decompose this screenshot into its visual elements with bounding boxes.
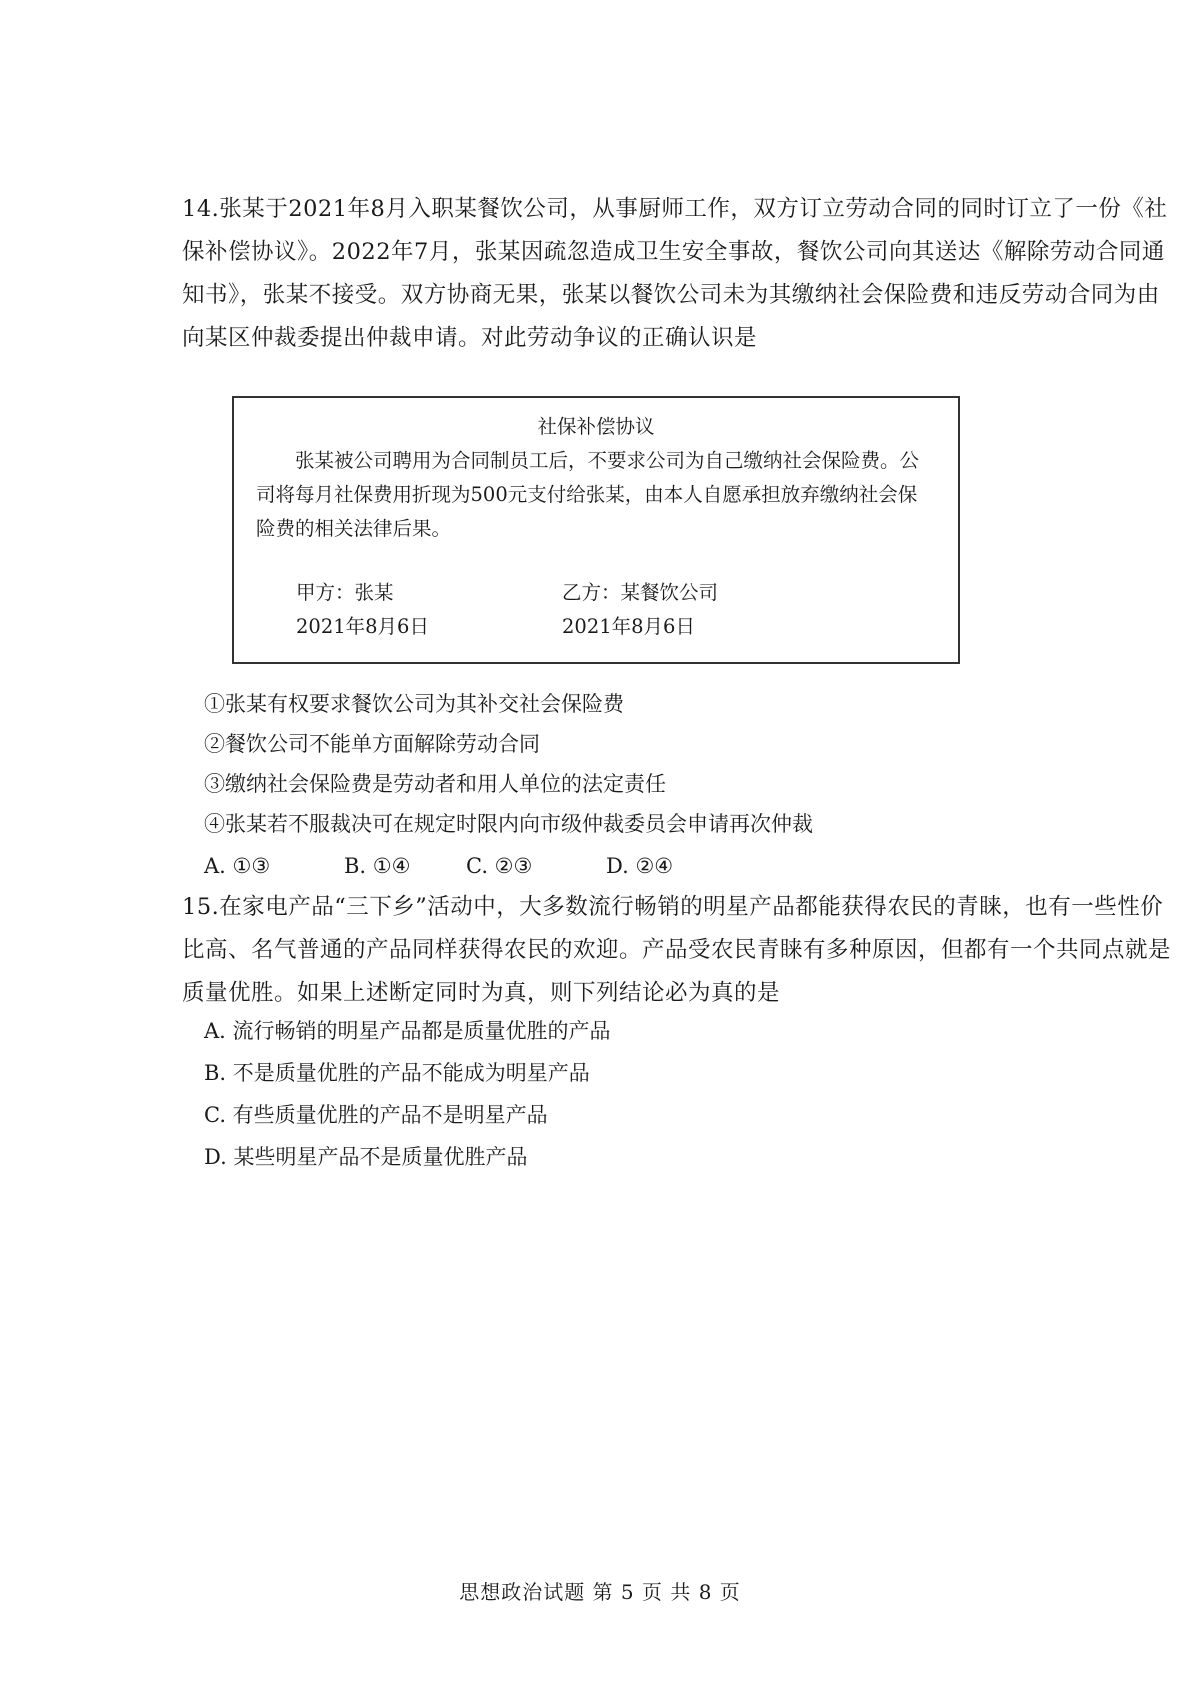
question-15-stem: 15.在家电产品“三下乡”活动中，大多数流行畅销的明星产品都能获得农民的青睐，也有一些性价比高、名气普通的产品同样获得农民的欢迎。产品受农民青睐有多种原因，但都有一个共同点就是质量优胜。如果上述断定同时为真，则下列结论必为真的是 [182,894,1172,1006]
party-a: 甲方：张某 [296,581,394,604]
question-14 [182,188,1172,360]
choice-c: C. ②③ [466,854,533,878]
question-14-statements [204,684,813,844]
option-c: C. 有些质量优胜的产品不是明星产品 [204,1103,548,1127]
agreement-title: 社保补偿协议 [537,415,655,438]
agreement-body: 张某被公司聘用为合同制员工后，不要求公司为自己缴纳社会保险费。公司将每月社保费用折现为500元支付给张某，由本人自愿承担放弃缴纳社会保险费的相关法律后果。 [256,449,920,540]
choice-d: D. ②④ [606,854,674,878]
agreement-box [232,396,960,664]
option-a: A. 流行畅销的明星产品都是质量优胜的产品 [204,1019,611,1043]
statement-1: ①张某有权要求餐饮公司为其补交社会保险费 [204,692,624,716]
statement-2: ②餐饮公司不能单方面解除劳动合同 [204,732,540,756]
party-b-date: 2021年8月6日 [562,615,695,638]
party-b: 乙方：某餐饮公司 [562,581,719,604]
statement-3: ③缴纳社会保险费是劳动者和用人单位的法定责任 [204,772,666,796]
question-15 [182,886,1172,1015]
question-15-options [204,1010,611,1178]
choice-b: B. ①④ [344,854,411,878]
party-a-date: 2021年8月6日 [296,615,429,638]
statement-4: ④张某若不服裁决可在规定时限内向市级仲裁委员会申请再次仲裁 [204,812,813,836]
party-b-signature [562,576,718,644]
option-b: B. 不是质量优胜的产品不能成为明星产品 [204,1061,590,1085]
party-a-signature [296,576,429,644]
option-d: D. 某些明星产品不是质量优胜产品 [204,1145,528,1169]
question-14-stem: 14.张某于2021年8月入职某餐饮公司，从事厨师工作，双方订立劳动合同的同时订立了一份《社保补偿协议》。2022年7月，张某因疏忽造成卫生安全事故，餐饮公司向其送达《解除劳动合同通知书》，张某不接受。双方协商无果，张某以餐饮公司未为其缴纳社会保险费和违反劳动合同为由向某区仲裁委提出仲裁申请。对此劳动争议的正确认识是 [182,196,1168,351]
page-footer: 思想政治试题 第 5 页 共 8 页 [459,1580,741,1604]
choice-a: A. ①③ [204,854,271,878]
question-14-choices [204,846,904,886]
